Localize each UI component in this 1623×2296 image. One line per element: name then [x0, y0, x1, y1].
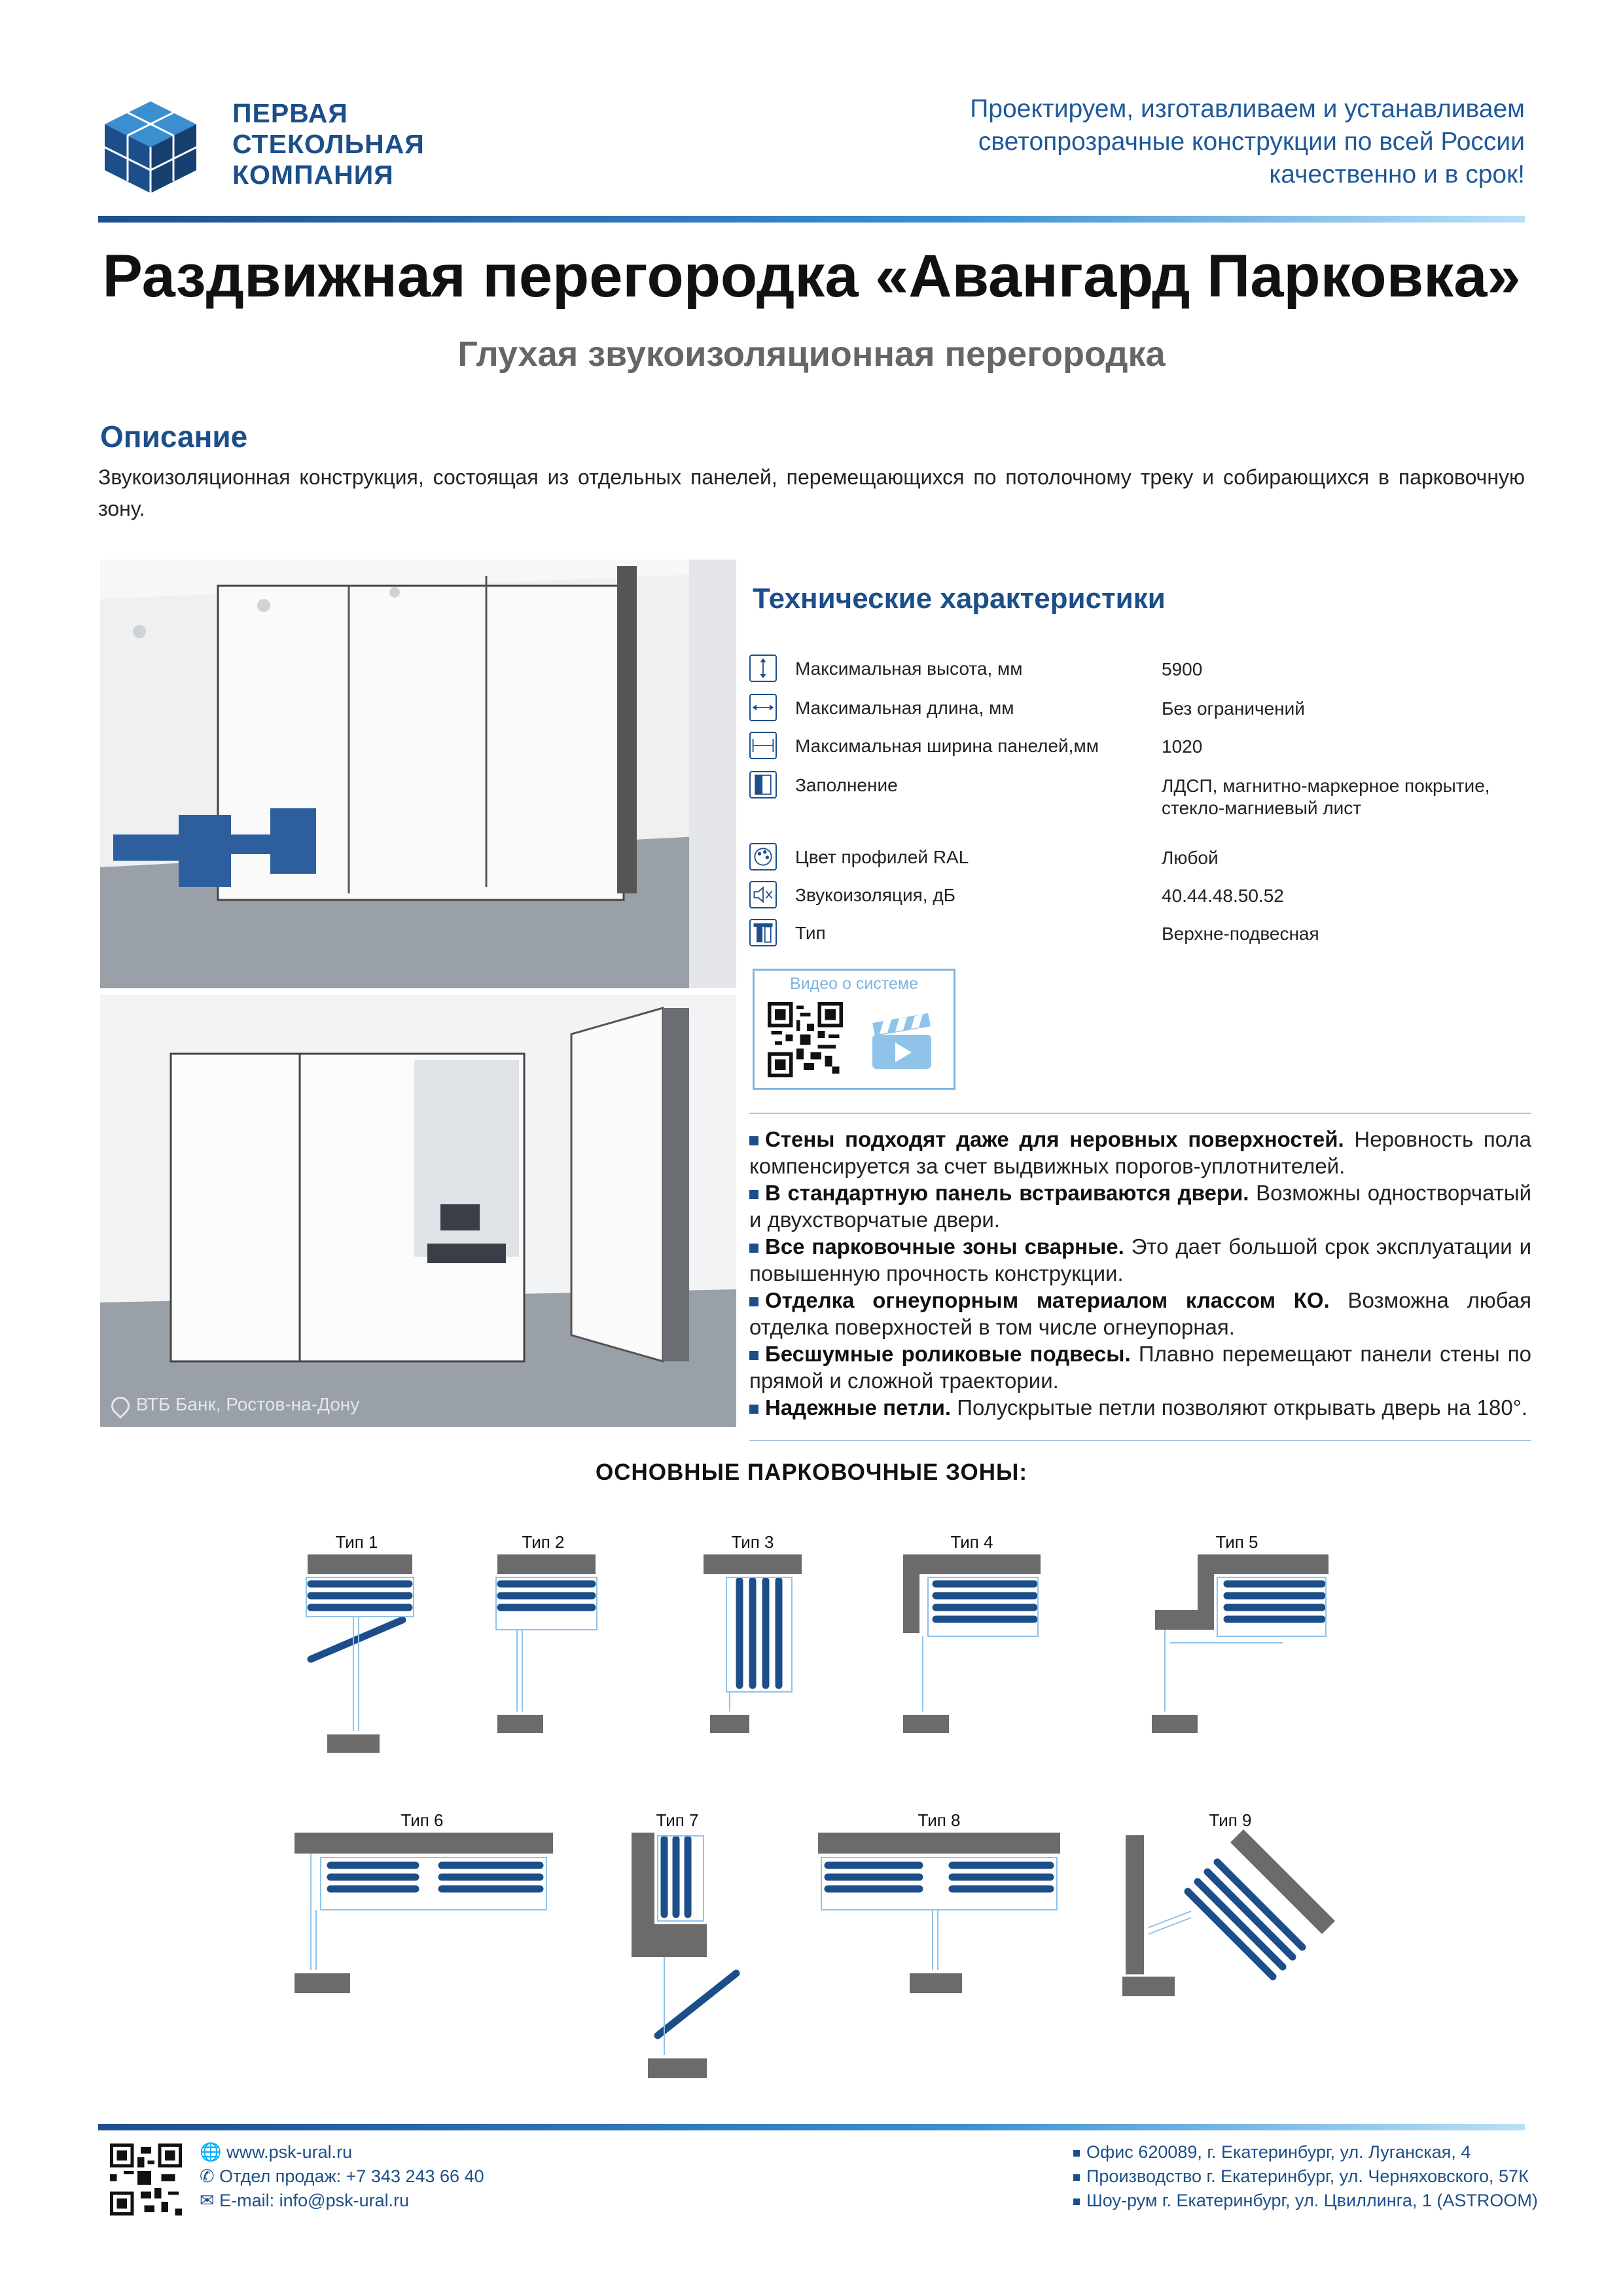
zone-label: Тип 8: [918, 1810, 961, 1830]
phone-icon: ✆: [200, 2166, 215, 2186]
zone-diagram-type-6: [291, 1810, 560, 2003]
video-clapperboard-icon[interactable]: [869, 1010, 935, 1072]
zone-label: Тип 5: [1215, 1532, 1258, 1552]
feature-item: Отделка огнеупорным материалом классом КО. Возможна любая отделка поверхностей в том числе огнеупорная.: [749, 1288, 1531, 1339]
footer-contacts: [200, 2140, 484, 2213]
photo-location-caption: ВТБ Банк, Ростов-на-Дону: [111, 1394, 359, 1415]
spec-row-type: Тип Верхне-подвесная: [749, 919, 1535, 956]
type-icon: [749, 919, 777, 946]
feature-item: Надежные петли. Полускрытые петли позволяют открывать дверь на 180°.: [749, 1394, 1531, 1421]
specs-heading: Технические характеристики: [753, 583, 1166, 615]
showroom-address: Шоу-рум г. Екатеринбург, ул. Цвиллинга, 1 (ASTROOM): [1086, 2191, 1538, 2210]
length-icon: [749, 694, 777, 721]
footer-addresses: [1073, 2140, 1538, 2213]
zone-diagram-type-3: [687, 1532, 818, 1744]
photo-room-parked-panels: [100, 560, 736, 988]
video-link[interactable]: Видео о системе: [753, 969, 955, 1090]
spec-row-height: Максимальная высота, мм 5900: [749, 655, 1535, 691]
spec-row-color: Цвет профилей RAL Любой: [749, 843, 1535, 880]
spec-row-length: Максимальная длина, мм Без ограничений: [749, 694, 1535, 730]
photo-room-open-panels: [100, 995, 736, 1427]
height-icon: [749, 655, 777, 682]
feature-item: Стены подходят даже для неровных поверхностей. Неровность пола компенсируется за счет выдвижных порогов-уплотнителей.: [749, 1127, 1532, 1178]
email-link[interactable]: E-mail: info@psk-ural.ru: [219, 2191, 410, 2210]
zone-diagram-type-9: [1119, 1810, 1342, 2003]
zone-diagram-type-8: [815, 1810, 1063, 2003]
company-logo-icon: [98, 98, 203, 196]
zone-diagram-type-4: [897, 1532, 1047, 1744]
fill-icon: [749, 771, 777, 798]
description-text: Звукоизоляционная конструкция, состоящая из отдельных панелей, перемещающихся по потолочному треку и собирающихся в парковочную зону.: [98, 465, 1525, 520]
features-divider-bottom: [749, 1440, 1531, 1441]
page-title: Раздвижная перегородка «Авангард Парковка»: [102, 243, 1521, 310]
video-qr-code-icon[interactable]: [768, 1002, 843, 1077]
zone-label: Тип 7: [656, 1810, 699, 1830]
tagline: Проектируем, изготавливаем и устанавливаем светопрозрачные конструкции по всей России качественно и в срок!: [970, 95, 1525, 188]
office-address: Офис 620089, г. Екатеринбург, ул. Луганская, 4: [1086, 2142, 1471, 2162]
palette-icon: [749, 843, 777, 870]
location-pin-icon: [107, 1393, 134, 1419]
mail-icon: ✉: [200, 2191, 215, 2210]
footer-divider: [98, 2124, 1525, 2130]
zone-diagram-type-1: [301, 1532, 419, 1757]
features-divider-top: [749, 1113, 1531, 1114]
feature-item: Бесшумные роликовые подвесы. Плавно перемещают панели стены по прямой и сложной траектории.: [749, 1342, 1531, 1393]
feature-item: В стандартную панель встраиваются двери. Возможны одностворчатый и двухстворчатые двери.: [749, 1181, 1531, 1232]
zones-heading: ОСНОВНЫЕ ПАРКОВОЧНЫЕ ЗОНЫ:: [596, 1460, 1027, 1485]
width-icon: [749, 732, 777, 759]
zone-label: Тип 1: [335, 1532, 378, 1552]
company-name: ПЕРВАЯ СТЕКОЛЬНАЯ КОМПАНИЯ: [232, 98, 425, 190]
zone-diagram-type-7: [618, 1810, 749, 2088]
globe-icon: 🌐: [200, 2142, 222, 2162]
sound-icon: [749, 881, 777, 908]
zone-diagram-type-5: [1139, 1532, 1335, 1744]
spec-row-sound: Звукоизоляция, дБ 40.44.48.50.52: [749, 881, 1535, 918]
features-list: [749, 1126, 1531, 1421]
website-link[interactable]: www.psk-ural.ru: [226, 2142, 353, 2162]
spec-row-fill: Заполнение ЛДСП, магнитно-маркерное покрытие, стекло-магниевый лист: [749, 771, 1535, 830]
page-subtitle: Глухая звукоизоляционная перегородка: [457, 334, 1166, 374]
header-divider: [98, 216, 1525, 223]
feature-item: Все парковочные зоны сварные. Это дает большой срок эксплуатации и повышенную прочность конструкции.: [749, 1234, 1531, 1285]
phone-link[interactable]: Отдел продаж: +7 343 243 66 40: [219, 2166, 484, 2186]
zone-label: Тип 2: [522, 1532, 565, 1552]
footer-qr-code-icon[interactable]: [110, 2144, 182, 2215]
spec-row-width: Максимальная ширина панелей,мм 1020: [749, 732, 1535, 768]
zone-label: Тип 4: [950, 1532, 993, 1552]
zone-label: Тип 3: [731, 1532, 774, 1552]
description-heading: Описание: [100, 420, 248, 454]
production-address: Производство г. Екатеринбург, ул. Черняховского, 57К: [1086, 2166, 1529, 2186]
zone-label: Тип 6: [401, 1810, 444, 1830]
zone-label: Тип 9: [1209, 1810, 1252, 1830]
zone-diagram-type-2: [491, 1532, 602, 1744]
